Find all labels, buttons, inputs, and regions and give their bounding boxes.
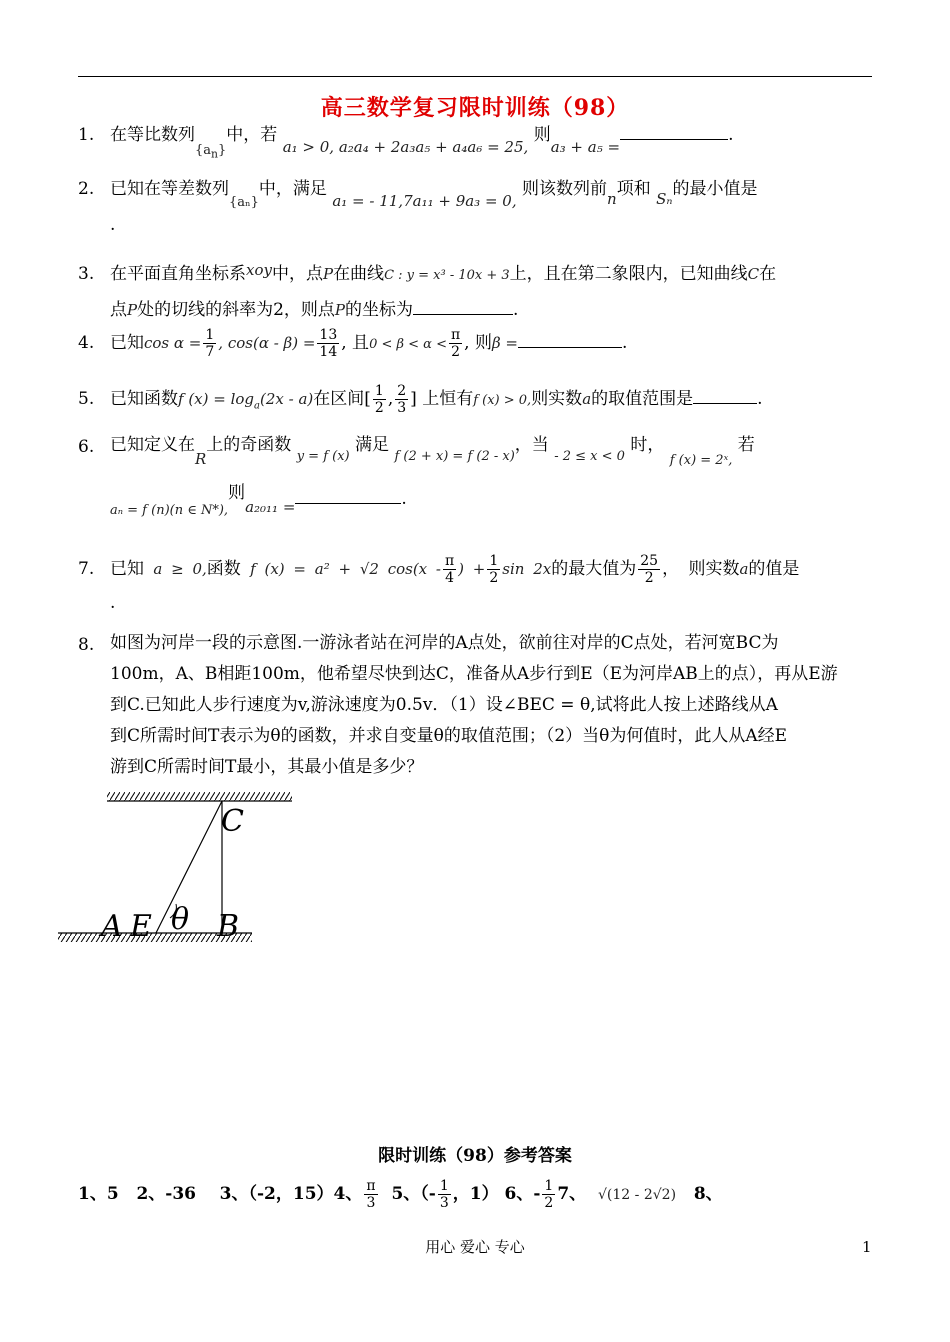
page-title: 高三数学复习限时训练（98） (320, 95, 630, 121)
fraction: $\frac{\pi}{2}$ (450, 327, 461, 360)
fraction: $\frac{1}{2}$ (489, 553, 499, 586)
question-number: 3. (78, 264, 95, 284)
math-n: n (607, 190, 617, 208)
fraction: $\frac{13}{14}$ (319, 327, 338, 360)
label-theta: θ (171, 902, 190, 937)
label-b: B (217, 909, 240, 944)
question-number: 8. (78, 635, 95, 655)
math-condition: a₁ = - 11,7a₁₁ + 9a₃ = 0, (332, 192, 517, 210)
math-ask: a₃ + a₅ = (550, 138, 621, 156)
question-3: 3. 在平面直角坐标系xoy中，点P在曲线C : y = x³ - 10x + 3上，且在第二象限内，已知曲线C在 点P处的切线的斜率为2，则点P的坐标为 . (78, 257, 874, 327)
fraction: $\frac{\pi}{4}$ (444, 553, 455, 586)
label-c: C (221, 804, 244, 839)
fraction: $\frac{1}{3}$ (439, 1178, 449, 1211)
question-number: 7. (78, 559, 95, 579)
question-6: 6. 已知定义在R上的奇函数 $_{y = f (x)}$ 满足 $_{f (2 + x) = f (2 - x)}$，当 $_{- 2 \le x < 0}$ 时， $_{f (x) = 2ˣ,}$ 若 $_{a_n = f (n)(n \in N*),}$则a₂₀₁₁ = . (78, 430, 874, 516)
question-number: 4. (78, 333, 95, 353)
question-text: 中，若 (226, 125, 278, 145)
question-4: 4. 已知cos α = $\frac{1}{7}$ , cos(α - β) = $\frac{13}{14}$ , 且0 < β < α < $\frac{\pi}{2}$ , 则β = . (78, 327, 628, 360)
page-footer: 用心 爱心 专心 (425, 1238, 525, 1256)
fraction: $\frac{25}{2}$ (640, 553, 659, 586)
question-number: 5. (78, 389, 95, 409)
question-7: 7. 已知 a ≥ 0,函数 f (x) = a² + √2 cos(x - $\frac{\pi}{4}$ ) + $\frac{1}{2}$ sin 2x的最大值为 $\frac{25}{2}$ ， 则实数a的值是 . (78, 553, 800, 613)
question-text: 中，满足 (258, 179, 327, 199)
question-line: 如图为河岸一段的示意图.一游泳者站在河岸的A点处，欲前往对岸的C点处，若河宽BC为 (110, 633, 779, 653)
question-line: 到C所需时间T表示为θ的函数，并求自变量θ的取值范围；（2）当θ为何值时，此人从A经E (110, 726, 788, 746)
question-line: 到C.已知此人步行速度为v,游泳速度为0.5v．（1）设∠BEC = θ,试将此人按上述路线从A (110, 695, 778, 715)
curve-equation: C : y = x³ - 10x + 3 (384, 268, 510, 283)
fraction: $\frac{1}{7}$ (205, 327, 215, 360)
math-sn: Sₙ (656, 190, 673, 208)
question-text: 则 (533, 125, 551, 145)
fraction: $\frac{1}{2}$ (374, 383, 384, 416)
question-number: 1. (78, 125, 95, 145)
answers-line: 1、5 2、-36 3、（-2，15）4、 $\frac{\pi}{3}$ 5、（- $\frac{1}{3}$ ，1） 6、- $\frac{1}{2}$ 7、 √(12 - 2√2) 8、 (78, 1178, 723, 1211)
question-text: 在等比数列 (110, 125, 195, 145)
fraction: $\frac{1}{2}$ (544, 1178, 554, 1211)
question-2: 2. 已知在等差数列$_{\{a_n\}}$中，满足 a₁ = - 11,7a₁₁ + 9a₃ = 0, 则该数列前n项和 Sₙ的最小值是 . (78, 172, 874, 242)
question-text: 则该数列前 (522, 179, 608, 199)
question-5: 5. 已知函数f $(x) = \log_a(2x - a)$在区间[ $\frac{1}{2}$ , $\frac{2}{3}$ ] 上恒有f (x) > 0,则实数a的取值范围是 . (78, 383, 763, 416)
question-text: 项和 (616, 179, 651, 199)
question-line: 游到C所需时间T最小，其最小值是多少？ (110, 757, 424, 777)
label-a: A (101, 909, 123, 944)
math-condition: a₁ > 0, a₂a₄ + 2a₃a₅ + a₄a₆ = 25, (282, 138, 529, 156)
question-line: 100m，A、B相距100m，他希望尽快到达C，准备从A步行到E（E为河岸AB上的点），再从E游 (110, 664, 838, 684)
question-number: 2. (78, 179, 95, 199)
fraction: $\frac{\pi}{3}$ (366, 1178, 376, 1211)
sequence-notation: {aₙ} (229, 195, 259, 210)
label-e: E (130, 909, 152, 944)
question-1: 1. 在等比数列$_{\{a_n\}}$中，若 a₁ > 0, a₂a₄ + 2a₃a₅ + a₄a₆ = 25, 则a₃ + a₅ =. (78, 118, 874, 158)
sequence-notation: {an} (195, 143, 227, 161)
page-number: 1 (862, 1238, 872, 1256)
fraction: $\frac{2}{3}$ (397, 383, 407, 416)
answers-title: 限时训练（98）参考答案 (378, 1146, 572, 1166)
question-text: 的最小值是 (672, 179, 758, 199)
question-number: 6. (78, 437, 95, 457)
question-text: 已知在等差数列 (110, 179, 229, 199)
far-bank-hatch (107, 792, 292, 801)
